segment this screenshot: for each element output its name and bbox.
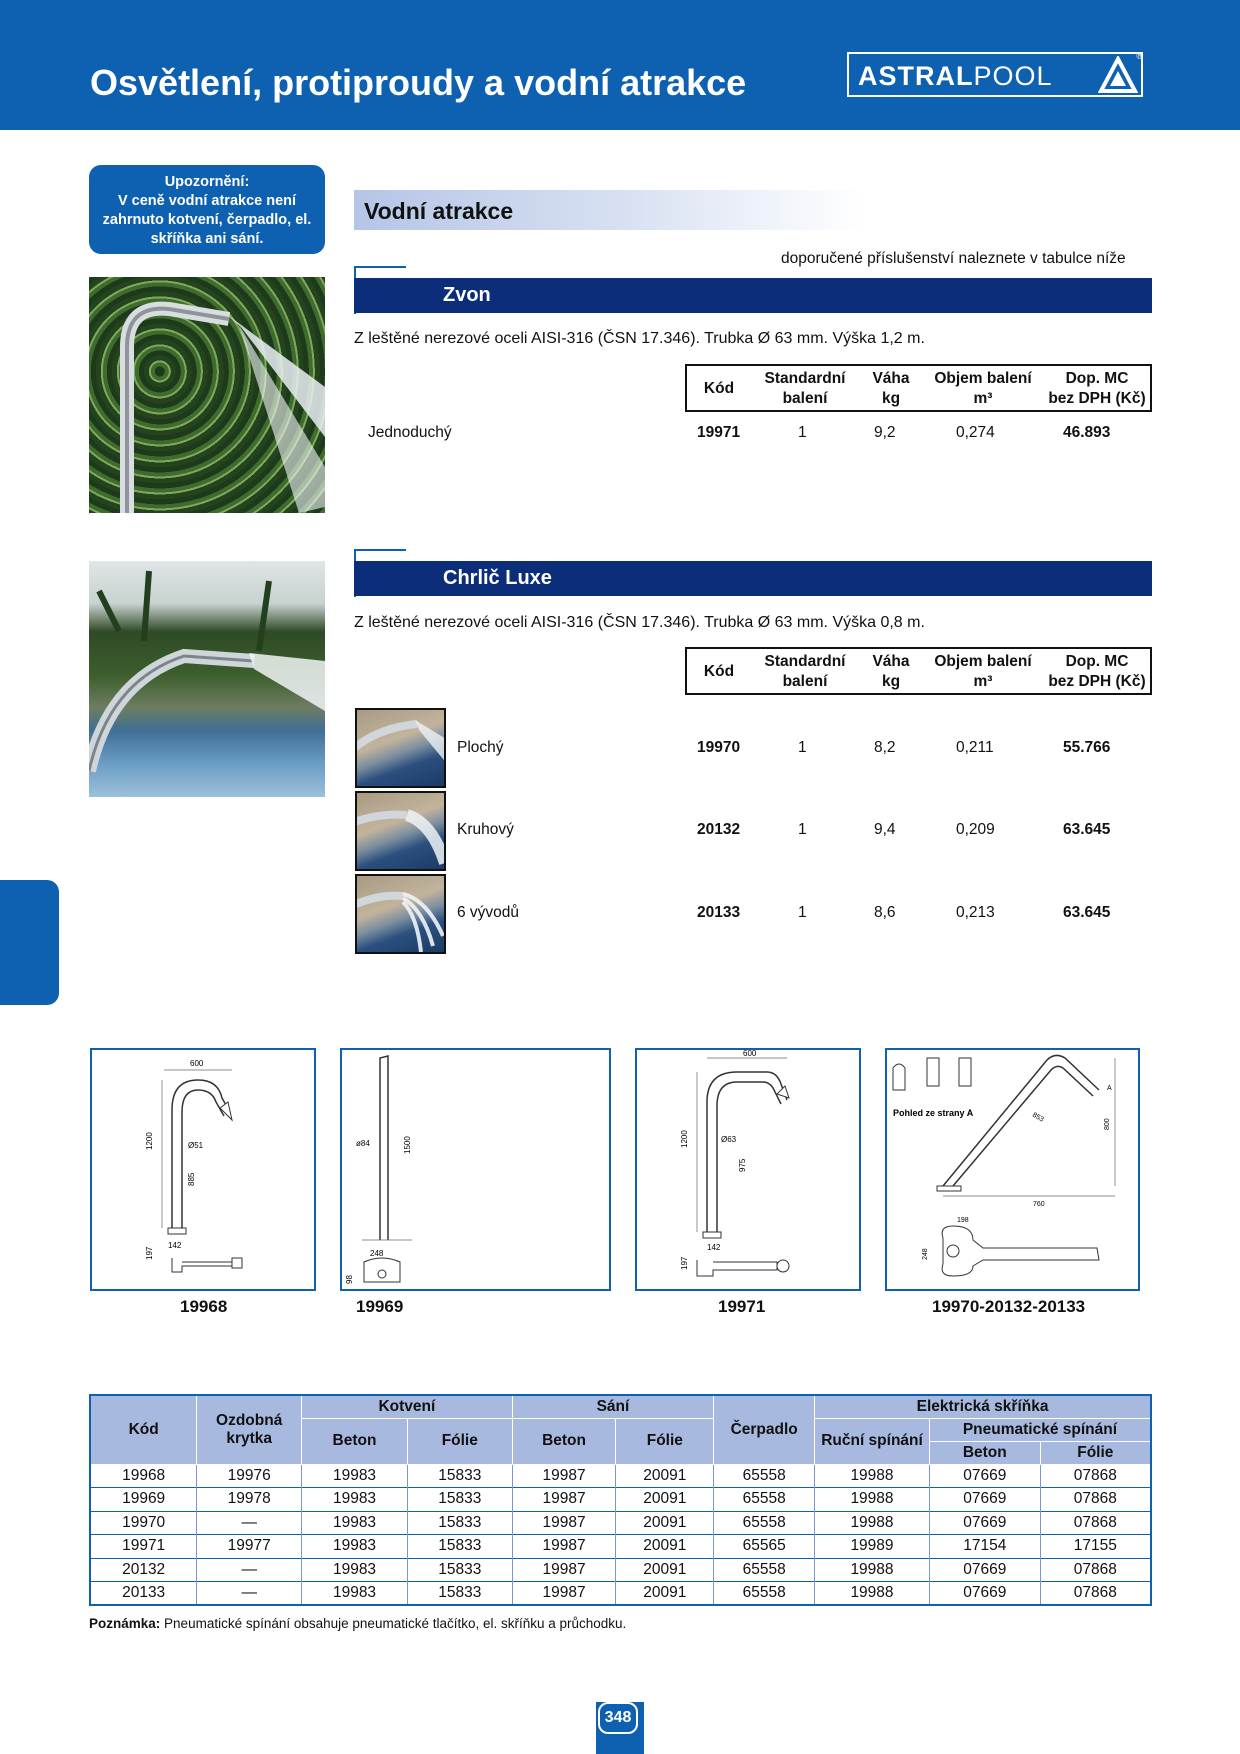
spec-header-volume-1: Objem balení [934, 370, 1032, 387]
col-header-rucni: Ruční spínání [815, 1418, 930, 1464]
spec-header-code: Kód [703, 663, 735, 680]
cell: 07868 [1040, 1488, 1151, 1512]
cell: 19988 [815, 1511, 930, 1535]
row-weight: 8,2 [874, 739, 896, 756]
chrlic-spec-header [685, 647, 1152, 695]
zvon-row-code: 19971 [697, 424, 741, 441]
dim-foot: 197 [680, 1256, 689, 1270]
kruhovy-thumbnail [355, 791, 446, 871]
dim-width: 600 [190, 1059, 204, 1068]
drawing-label-19970-20132-20133: 19970-20132-20133 [932, 1297, 1086, 1316]
cell: 20091 [616, 1558, 714, 1582]
page-header [0, 0, 1240, 130]
cell: 65558 [714, 1558, 815, 1582]
zvon-row-price: 46.893 [1063, 424, 1111, 441]
dim-inner: 885 [187, 1172, 196, 1186]
cell: 65558 [714, 1488, 815, 1512]
dim-diam: Ø63 [721, 1135, 737, 1144]
row-code: 20133 [697, 904, 741, 921]
col-header-pneu-folie: Fólie [1040, 1441, 1151, 1464]
cell: 19970 [90, 1511, 197, 1535]
row-price: 63.645 [1063, 821, 1111, 838]
cell: 19977 [197, 1535, 302, 1559]
row-volume: 0,213 [956, 904, 995, 921]
dim-len: 853 [1031, 1111, 1045, 1124]
col-header-ozdobna: Ozdobná krytka [197, 1395, 302, 1464]
cell: 07868 [1040, 1511, 1151, 1535]
logo-triangle-icon [1098, 56, 1138, 94]
drawing-19970-20132-20133 [885, 1048, 1140, 1291]
logo-text [858, 61, 1053, 92]
zvon-title: Zvon [443, 284, 491, 306]
cell: 19983 [302, 1511, 408, 1535]
drawing-label-19968: 19968 [180, 1297, 228, 1316]
cell: 07669 [929, 1464, 1040, 1488]
cell: 07868 [1040, 1582, 1151, 1606]
row-weight: 8,6 [874, 904, 896, 921]
cell: 15833 [407, 1535, 512, 1559]
spec-header-volume-2: m³ [973, 390, 993, 407]
zvon-photo-illustration [89, 277, 325, 513]
cell: 19971 [90, 1535, 197, 1559]
spec-header-volume-1: Objem balení [934, 653, 1032, 670]
spec-header-weight-1: Váha [872, 653, 910, 670]
zvon-row-name: Jednoduchý [368, 424, 452, 441]
row-volume: 0,209 [956, 821, 995, 838]
cell: 19988 [815, 1582, 930, 1606]
cell: 20091 [616, 1511, 714, 1535]
table-row [90, 1558, 1151, 1582]
spec-header-code: Kód [703, 380, 735, 397]
dim-a: A [1107, 1085, 1112, 1092]
cell: 07669 [929, 1558, 1040, 1582]
page-number-tab [596, 1702, 644, 1754]
cell: — [197, 1558, 302, 1582]
chrlic-description: Z leštěné nerezové oceli AISI-316 (ČSN 17.346). Trubka Ø 63 mm. Výška 0,8 m. [354, 614, 925, 631]
drawing-label-19971: 19971 [718, 1297, 766, 1316]
cell: 65558 [714, 1511, 815, 1535]
cell: 65565 [714, 1535, 815, 1559]
col-header-pneu-beton: Beton [929, 1441, 1040, 1464]
cell: 19969 [90, 1488, 197, 1512]
row-price: 55.766 [1063, 739, 1111, 756]
logo-text-light: POOL [973, 61, 1053, 91]
drawing-19971 [635, 1048, 861, 1291]
cell: 20091 [616, 1582, 714, 1606]
cell: 07669 [929, 1582, 1040, 1606]
cell: 19987 [512, 1464, 616, 1488]
row-code: 19970 [697, 739, 741, 756]
cell: 65558 [714, 1464, 815, 1488]
col-header-sani-beton: Beton [512, 1418, 616, 1464]
zvon-title-bar [354, 278, 1152, 313]
row-volume: 0,211 [956, 739, 994, 756]
row-code: 20132 [697, 821, 741, 838]
price-notice [89, 165, 325, 254]
notice-title: Upozornění: [164, 174, 250, 190]
dim-base: 248 [370, 1249, 384, 1258]
col-header-kod: Kód [90, 1395, 197, 1464]
cell: 19987 [512, 1488, 616, 1512]
table-row [90, 1535, 1151, 1559]
page-number: 348 [598, 1702, 638, 1734]
row-price: 63.645 [1063, 904, 1111, 921]
cell: 15833 [407, 1464, 512, 1488]
chrlic-photo-illustration [89, 561, 325, 797]
row-name: Plochý [457, 739, 504, 756]
cell: 19983 [302, 1582, 408, 1606]
col-header-sani-folie: Fólie [616, 1418, 714, 1464]
row-std: 1 [798, 739, 807, 756]
zvon-photo [89, 277, 325, 513]
row-name: Kruhový [457, 821, 514, 838]
chrlic-photo [89, 561, 325, 797]
cell: 15833 [407, 1488, 512, 1512]
cell: 19983 [302, 1535, 408, 1559]
table-row [90, 1511, 1151, 1535]
col-header-kotveni: Kotvení [302, 1395, 513, 1418]
cell: 19987 [512, 1558, 616, 1582]
section-title: Vodní atrakce [364, 198, 514, 224]
accessories-note: doporučené příslušenství naleznete v tabulce níže [781, 250, 1126, 267]
col-header-cerpadlo: Čerpadlo [714, 1395, 815, 1464]
chapter-side-tab [0, 880, 59, 1005]
plochy-thumbnail [355, 708, 446, 788]
table-row [90, 1464, 1151, 1488]
spec-header-volume-2: m³ [973, 673, 993, 690]
footnote-text: Pneumatické spínání obsahuje pneumatické tlačítko, el. skříňku a průchodku. [164, 1616, 627, 1631]
chrlic-title: Chrlič Luxe [443, 567, 552, 589]
zvon-spec-header [685, 364, 1152, 412]
cell: 19968 [90, 1464, 197, 1488]
cell: 19987 [512, 1582, 616, 1606]
cell: 20091 [616, 1535, 714, 1559]
row-weight: 9,4 [874, 821, 896, 838]
cell: 17154 [929, 1535, 1040, 1559]
table-row [90, 1488, 1151, 1512]
zvon-row-weight: 9,2 [874, 424, 896, 441]
dim-height: 1200 [145, 1132, 154, 1150]
spec-header-weight-2: kg [881, 673, 901, 690]
cell: 20133 [90, 1582, 197, 1606]
spec-header-std-1: Standardní [764, 370, 846, 387]
col-header-kotveni-beton: Beton [302, 1418, 408, 1464]
cell: 20132 [90, 1558, 197, 1582]
col-header-kotveni-folie: Fólie [407, 1418, 512, 1464]
cell: 19989 [815, 1535, 930, 1559]
row-name: 6 vývodů [457, 904, 520, 921]
spec-header-std-2: balení [782, 673, 828, 690]
dim-height: 1500 [403, 1136, 412, 1154]
dim-height: 800 [1104, 1118, 1111, 1130]
drawing-19968 [90, 1048, 316, 1291]
table-row [90, 1582, 1151, 1606]
row-std: 1 [798, 904, 807, 921]
dim-width: 600 [743, 1050, 757, 1058]
col-header-elektricka: Elektrická skříňka [815, 1395, 1151, 1418]
logo-registered-mark: ® [1136, 51, 1143, 61]
section-header [354, 190, 864, 230]
cell: 20091 [616, 1464, 714, 1488]
zvon-row-volume: 0,274 [956, 424, 995, 441]
spec-header-weight-2: kg [881, 390, 901, 407]
dim-foot: 248 [922, 1248, 929, 1260]
drawing-19969 [340, 1048, 611, 1291]
spec-header-price-1: Dop. MC [1065, 370, 1129, 387]
spec-header-price-1: Dop. MC [1065, 653, 1129, 670]
cell: 15833 [407, 1582, 512, 1606]
sest-vyvodu-thumbnail [355, 874, 446, 954]
accessories-table [89, 1394, 1152, 1606]
cell: 19987 [512, 1511, 616, 1535]
spec-header-price-2: bez DPH (Kč) [1048, 673, 1146, 690]
cell: — [197, 1582, 302, 1606]
drawing-label-19969: 19969 [356, 1297, 404, 1316]
dim-inner: 975 [738, 1158, 747, 1172]
cell: 07669 [929, 1488, 1040, 1512]
cell: 65558 [714, 1582, 815, 1606]
cell: 19988 [815, 1558, 930, 1582]
cell: 07868 [1040, 1464, 1151, 1488]
dim-foot: 197 [145, 1246, 154, 1260]
spec-header-price-2: bez DPH (Kč) [1048, 390, 1146, 407]
dim-height: 1200 [680, 1130, 689, 1148]
page-title: Osvětlení, protiproudy a vodní atrakce [90, 62, 747, 103]
cell: 19983 [302, 1488, 408, 1512]
cell: 19988 [815, 1488, 930, 1512]
cell: 19983 [302, 1464, 408, 1488]
chrlic-title-bar [354, 561, 1152, 596]
dim-base: 198 [957, 1217, 969, 1224]
cell: 07868 [1040, 1558, 1151, 1582]
cell: 19987 [512, 1535, 616, 1559]
view-label: Pohled ze strany A [893, 1108, 974, 1118]
dim-foot: 98 [345, 1275, 354, 1284]
cell: 17155 [1040, 1535, 1151, 1559]
astralpool-logo [847, 52, 1143, 97]
logo-text-bold: ASTRAL [858, 61, 974, 91]
cell: — [197, 1511, 302, 1535]
spec-header-std-1: Standardní [764, 653, 846, 670]
cell: 20091 [616, 1488, 714, 1512]
dim-base: 142 [707, 1243, 721, 1252]
dim-width: 760 [1033, 1201, 1045, 1208]
cell: 19983 [302, 1558, 408, 1582]
col-header-sani: Sání [512, 1395, 714, 1418]
cell: 19976 [197, 1464, 302, 1488]
zvon-description: Z leštěné nerezové oceli AISI-316 (ČSN 17.346). Trubka Ø 63 mm. Výška 1,2 m. [354, 330, 925, 347]
cell: 07669 [929, 1511, 1040, 1535]
row-std: 1 [798, 821, 807, 838]
col-header-pneumaticke: Pneumatické spínání [929, 1418, 1151, 1441]
dim-diam: ø84 [356, 1139, 370, 1148]
dim-base: 142 [168, 1241, 182, 1250]
cell: 19978 [197, 1488, 302, 1512]
dim-diam: Ø51 [188, 1141, 204, 1150]
zvon-row-std: 1 [798, 424, 807, 441]
footnote [89, 1616, 626, 1631]
cell: 15833 [407, 1511, 512, 1535]
footnote-label: Poznámka: [89, 1616, 161, 1631]
spec-header-weight-1: Váha [872, 370, 910, 387]
notice-body: V ceně vodní atrakce není zahrnuto kotvení, čerpadlo, el. skříňka ani sání. [102, 193, 312, 247]
spec-header-std-2: balení [782, 390, 828, 407]
cell: 19988 [815, 1464, 930, 1488]
cell: 15833 [407, 1558, 512, 1582]
